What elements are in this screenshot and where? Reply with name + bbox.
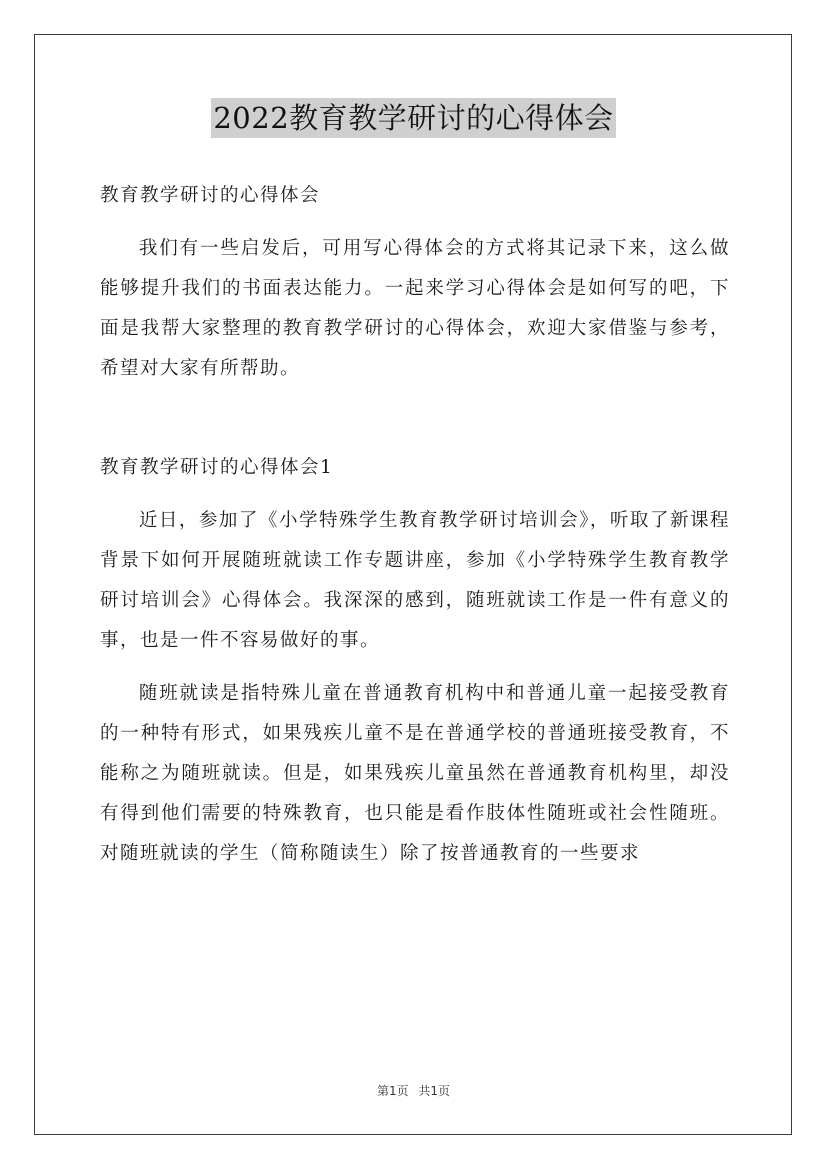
intro-paragraph: 我们有一些启发后，可用写心得体会的方式将其记录下来，这么做能够提升我们的书面表达能力。一起来学习心得体会是如何写的吧，下面是我帮大家整理的教育教学研讨的心得体会，欢迎大家借鉴与参考，希望对大家有所帮助。	[100, 238, 730, 379]
intro-heading: 教育教学研讨的心得体会	[100, 185, 321, 206]
page-total: 共1页	[418, 1084, 451, 1098]
section-paragraph: 随班就读是指特殊儿童在普通教育机构中和普通儿童一起接受教育的一种特有形式，如果残疾儿童不是在普通学校的普通班接受教育，不能称之为随班就读。但是，如果残疾儿童虽然在普通教育机构里，却没有得到他们需要的特殊教育，也只能是看作肢体性随班或社会性随班。对随班就读的学生（简称随读生）除了按普通教育的一些要求	[100, 683, 730, 864]
section-spacer	[100, 402, 730, 448]
section-heading: 教育教学研讨的心得体会1	[100, 457, 334, 478]
document-title: 2022教育教学研讨的心得体会	[211, 98, 615, 138]
section-paragraph: 近日，参加了《小学特殊学生教育教学研讨培训会》，听取了新课程背景下如何开展随班就读工作专题讲座，参加《小学特殊学生教育教学研讨培训会》心得体会。我深深的感到，随班就读工作是一件有意义的事，也是一件不容易做好的事。	[100, 510, 730, 651]
page-number: 第1页	[376, 1084, 409, 1098]
page-footer	[0, 1082, 827, 1099]
title-container	[0, 98, 827, 138]
document-body	[100, 176, 730, 887]
